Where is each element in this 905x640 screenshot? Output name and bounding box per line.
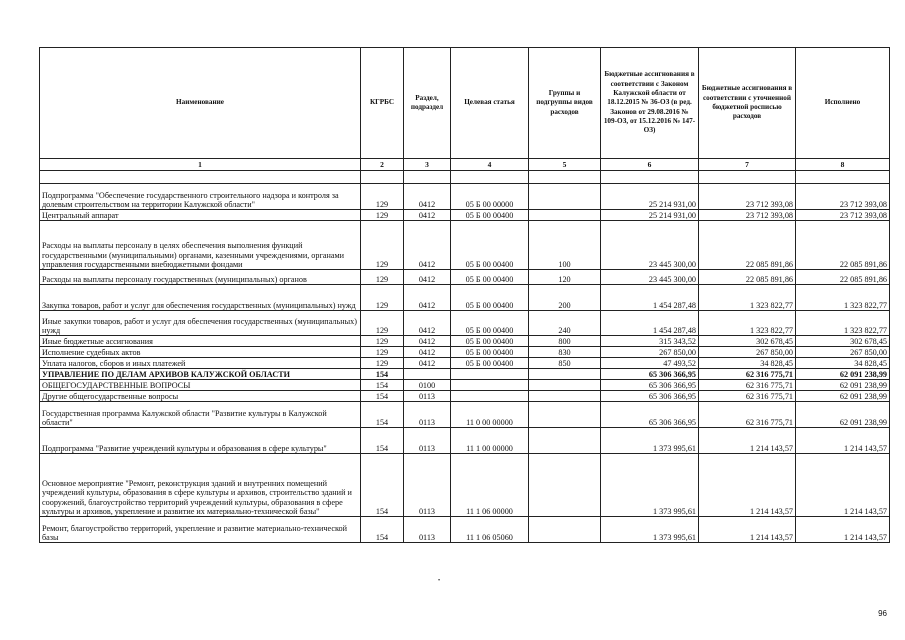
budget-table xyxy=(39,47,890,543)
row-revised-amount: 1 323 822,77 xyxy=(699,285,796,311)
row-name: Основное мероприятие "Ремонт, реконструкция зданий и внутренних помещений учреждений культуры, образования в сфере культуры и архивов, строительство зданий и сооружений, благоустройство территорий учреждений культуры, образования в сфере культуры и архивов, укрепление и развитие их материально-технической базы" xyxy=(40,454,361,517)
row-approved-amount: 1 454 287,48 xyxy=(601,285,699,311)
row-name: Подпрограмма "Развитие учреждений культуры и образования в сфере культуры" xyxy=(40,428,361,454)
table-row xyxy=(40,221,890,270)
row-name: Подпрограмма "Обеспечение государственного строительного надзора и контроля за долевым строительством на территории Калужской области" xyxy=(40,184,361,210)
row-kgrbs: 154 xyxy=(361,402,404,428)
header-approved: Бюджетные ассигнования в соответствии с Законом Калужской области от 18.12.2015 № 36-ОЗ (в ред. Законов от 29.08.2016 № 109-ОЗ, от 15.12.2016 № 147-ОЗ) xyxy=(601,48,699,159)
row-name: Расходы на выплаты персоналу государственных (муниципальных) органов xyxy=(40,270,361,285)
row-revised-amount: 23 712 393,08 xyxy=(699,210,796,221)
table-row xyxy=(40,210,890,221)
row-section: 0412 xyxy=(404,184,451,210)
row-revised-amount: 22 085 891,86 xyxy=(699,221,796,270)
row-target: 11 0 00 00000 xyxy=(451,402,529,428)
row-revised-amount: 22 085 891,86 xyxy=(699,270,796,285)
row-kgrbs: 154 xyxy=(361,369,404,380)
table-row xyxy=(40,358,890,369)
row-kgrbs: 129 xyxy=(361,285,404,311)
row-kgrbs: 154 xyxy=(361,380,404,391)
row-executed-amount: 1 214 143,57 xyxy=(796,454,890,517)
column-number: 1 xyxy=(40,159,361,171)
row-approved-amount: 1 454 287,48 xyxy=(601,311,699,336)
row-name: Ремонт, благоустройство территорий, укрепление и развитие материально-технической базы xyxy=(40,517,361,543)
row-approved-amount: 23 445 300,00 xyxy=(601,270,699,285)
table-row xyxy=(40,380,890,391)
row-expense-group xyxy=(529,402,601,428)
row-target: 05 Б 00 00400 xyxy=(451,221,529,270)
row-approved-amount: 65 306 366,95 xyxy=(601,391,699,402)
row-approved-amount: 65 306 366,95 xyxy=(601,402,699,428)
table-row xyxy=(40,336,890,347)
row-kgrbs: 129 xyxy=(361,347,404,358)
column-number: 6 xyxy=(601,159,699,171)
row-executed-amount: 23 712 393,08 xyxy=(796,210,890,221)
row-target: 05 Б 00 00400 xyxy=(451,336,529,347)
row-approved-amount: 47 493,52 xyxy=(601,358,699,369)
row-target xyxy=(451,391,529,402)
row-revised-amount: 62 316 775,71 xyxy=(699,391,796,402)
row-section: 0412 xyxy=(404,347,451,358)
row-executed-amount: 34 828,45 xyxy=(796,358,890,369)
row-target: 05 Б 00 00400 xyxy=(451,210,529,221)
row-section: 0412 xyxy=(404,210,451,221)
row-target: 05 Б 00 00400 xyxy=(451,270,529,285)
row-name: ОБЩЕГОСУДАРСТВЕННЫЕ ВОПРОСЫ xyxy=(40,380,361,391)
row-section: 0412 xyxy=(404,221,451,270)
row-approved-amount: 1 373 995,61 xyxy=(601,428,699,454)
row-section: 0412 xyxy=(404,270,451,285)
column-number: 4 xyxy=(451,159,529,171)
row-target: 05 Б 00 00000 xyxy=(451,184,529,210)
row-approved-amount: 65 306 366,95 xyxy=(601,369,699,380)
row-expense-group: 120 xyxy=(529,270,601,285)
header-name: Наименование xyxy=(40,48,361,159)
table-row xyxy=(40,369,890,380)
table-row xyxy=(40,454,890,517)
row-name: УПРАВЛЕНИЕ ПО ДЕЛАМ АРХИВОВ КАЛУЖСКОЙ ОБЛАСТИ xyxy=(40,369,361,380)
table-row xyxy=(40,311,890,336)
row-expense-group: 240 xyxy=(529,311,601,336)
row-kgrbs: 129 xyxy=(361,221,404,270)
row-approved-amount: 1 373 995,61 xyxy=(601,454,699,517)
row-revised-amount: 1 214 143,57 xyxy=(699,428,796,454)
row-revised-amount: 1 214 143,57 xyxy=(699,454,796,517)
row-target: 11 1 00 00000 xyxy=(451,428,529,454)
row-name: Центральный аппарат xyxy=(40,210,361,221)
row-revised-amount: 62 316 775,71 xyxy=(699,380,796,391)
row-executed-amount: 62 091 238,99 xyxy=(796,380,890,391)
row-expense-group xyxy=(529,454,601,517)
row-expense-group xyxy=(529,380,601,391)
row-name: Уплата налогов, сборов и иных платежей xyxy=(40,358,361,369)
column-number: 8 xyxy=(796,159,890,171)
row-approved-amount: 25 214 931,00 xyxy=(601,184,699,210)
row-target: 05 Б 00 00400 xyxy=(451,347,529,358)
table-row xyxy=(40,270,890,285)
row-approved-amount: 267 850,00 xyxy=(601,347,699,358)
row-revised-amount: 1 214 143,57 xyxy=(699,517,796,543)
row-revised-amount: 1 323 822,77 xyxy=(699,311,796,336)
row-revised-amount: 62 316 775,71 xyxy=(699,402,796,428)
row-section xyxy=(404,369,451,380)
spacer-row xyxy=(40,171,890,184)
row-name: Иные бюджетные ассигнования xyxy=(40,336,361,347)
table-row xyxy=(40,402,890,428)
row-expense-group: 100 xyxy=(529,221,601,270)
row-executed-amount: 62 091 238,99 xyxy=(796,369,890,380)
row-kgrbs: 154 xyxy=(361,391,404,402)
row-executed-amount: 23 712 393,08 xyxy=(796,184,890,210)
row-revised-amount: 267 850,00 xyxy=(699,347,796,358)
row-executed-amount: 267 850,00 xyxy=(796,347,890,358)
row-name: Закупка товаров, работ и услуг для обеспечения государственных (муниципальных) нужд xyxy=(40,285,361,311)
row-expense-group xyxy=(529,210,601,221)
row-section: 0100 xyxy=(404,380,451,391)
row-section: 0412 xyxy=(404,358,451,369)
row-target xyxy=(451,380,529,391)
table-row xyxy=(40,517,890,543)
row-kgrbs: 154 xyxy=(361,517,404,543)
header-groups: Группы и подгруппы видов расходов xyxy=(529,48,601,159)
table-header-row xyxy=(40,48,890,159)
row-section: 0113 xyxy=(404,402,451,428)
row-section: 0113 xyxy=(404,517,451,543)
row-approved-amount: 315 343,52 xyxy=(601,336,699,347)
row-kgrbs: 129 xyxy=(361,336,404,347)
row-executed-amount: 1 214 143,57 xyxy=(796,428,890,454)
row-executed-amount: 1 214 143,57 xyxy=(796,517,890,543)
row-kgrbs: 129 xyxy=(361,311,404,336)
row-section: 0113 xyxy=(404,428,451,454)
row-executed-amount: 22 085 891,86 xyxy=(796,270,890,285)
header-target: Целевая статья xyxy=(451,48,529,159)
row-revised-amount: 23 712 393,08 xyxy=(699,184,796,210)
row-target: 05 Б 00 00400 xyxy=(451,285,529,311)
column-number-row xyxy=(40,159,890,171)
row-expense-group xyxy=(529,517,601,543)
row-name: Исполнение судебных актов xyxy=(40,347,361,358)
row-section: 0412 xyxy=(404,311,451,336)
row-revised-amount: 302 678,45 xyxy=(699,336,796,347)
row-approved-amount: 1 373 995,61 xyxy=(601,517,699,543)
header-kgrbs: КГРБС xyxy=(361,48,404,159)
row-kgrbs: 129 xyxy=(361,270,404,285)
row-kgrbs: 129 xyxy=(361,210,404,221)
row-expense-group: 800 xyxy=(529,336,601,347)
row-target: 11 1 06 05060 xyxy=(451,517,529,543)
row-executed-amount: 62 091 238,99 xyxy=(796,391,890,402)
row-name: Расходы на выплаты персоналу в целях обеспечения выполнения функций государственными (муниципальными) органами, казенными учреждениями, органами управления государственными внебюджетными фондами xyxy=(40,221,361,270)
row-revised-amount: 34 828,45 xyxy=(699,358,796,369)
row-executed-amount: 62 091 238,99 xyxy=(796,402,890,428)
scan-mark: • xyxy=(438,578,441,584)
table-row xyxy=(40,347,890,358)
header-section: Раздел, подраздел xyxy=(404,48,451,159)
table-row xyxy=(40,285,890,311)
row-expense-group xyxy=(529,369,601,380)
column-number: 3 xyxy=(404,159,451,171)
page-number: 96 xyxy=(878,609,887,618)
row-target: 05 Б 00 00400 xyxy=(451,311,529,336)
row-revised-amount: 62 316 775,71 xyxy=(699,369,796,380)
row-kgrbs: 154 xyxy=(361,454,404,517)
row-name: Иные закупки товаров, работ и услуг для обеспечения государственных (муниципальных) нужд xyxy=(40,311,361,336)
row-target: 05 Б 00 00400 xyxy=(451,358,529,369)
row-approved-amount: 65 306 366,95 xyxy=(601,380,699,391)
row-expense-group: 830 xyxy=(529,347,601,358)
row-expense-group: 850 xyxy=(529,358,601,369)
table-row xyxy=(40,184,890,210)
column-number: 7 xyxy=(699,159,796,171)
row-section: 0113 xyxy=(404,391,451,402)
row-approved-amount: 25 214 931,00 xyxy=(601,210,699,221)
row-executed-amount: 22 085 891,86 xyxy=(796,221,890,270)
row-target xyxy=(451,369,529,380)
header-executed: Исполнено xyxy=(796,48,890,159)
column-number: 5 xyxy=(529,159,601,171)
row-name: Государственная программа Калужской области "Развитие культуры в Калужской области" xyxy=(40,402,361,428)
row-expense-group xyxy=(529,391,601,402)
row-executed-amount: 302 678,45 xyxy=(796,336,890,347)
header-revised: Бюджетные ассигнования в соответствии с уточненной бюджетной росписью расходов xyxy=(699,48,796,159)
row-executed-amount: 1 323 822,77 xyxy=(796,311,890,336)
row-kgrbs: 129 xyxy=(361,358,404,369)
table-row xyxy=(40,391,890,402)
row-approved-amount: 23 445 300,00 xyxy=(601,221,699,270)
table-row xyxy=(40,428,890,454)
row-kgrbs: 154 xyxy=(361,428,404,454)
row-expense-group xyxy=(529,428,601,454)
row-expense-group: 200 xyxy=(529,285,601,311)
row-section: 0412 xyxy=(404,336,451,347)
row-kgrbs: 129 xyxy=(361,184,404,210)
column-number: 2 xyxy=(361,159,404,171)
row-expense-group xyxy=(529,184,601,210)
row-executed-amount: 1 323 822,77 xyxy=(796,285,890,311)
row-name: Другие общегосударственные вопросы xyxy=(40,391,361,402)
row-target: 11 1 06 00000 xyxy=(451,454,529,517)
row-section: 0412 xyxy=(404,285,451,311)
row-section: 0113 xyxy=(404,454,451,517)
